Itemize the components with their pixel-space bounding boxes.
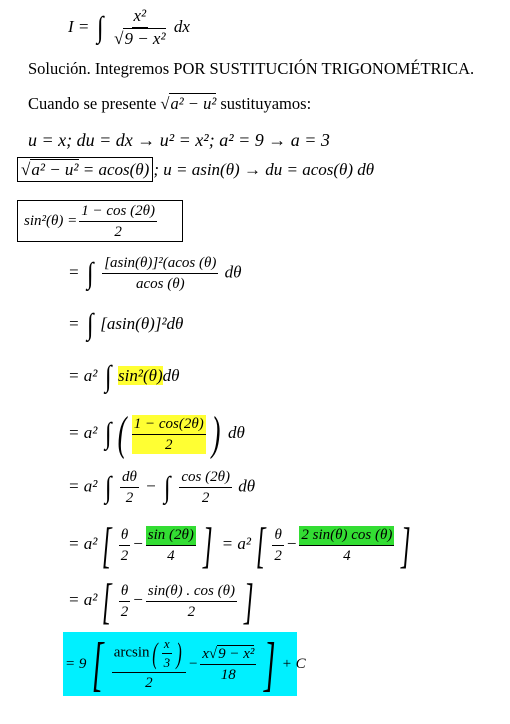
step3-highlight: sin²(θ) [118,365,163,385]
final-tail: + C [281,655,306,672]
step-4: = a² ∫ ( $\frac{1 - \cos(2\theta)}{2}$ ) dθ [68,407,245,460]
final-d2: 18 [220,666,236,683]
step1-eq: = [68,262,80,282]
when-line: Cuando se presente √a² − u² sustituyamos: [28,94,312,113]
step5-tail: dθ [238,476,256,496]
step-7: = a²[ $\frac{\theta}{2}$ − $\frac{\sin(\theta) . \cos (\theta)}{2}$ ] [68,573,254,629]
final-result: = 9 [ arcsin( $\frac{x}{3}$ ) 2 − $\frac{\text{x√9 − x²}}{18}$ ] + C [65,631,306,697]
when-tail: sustituyamos: [220,94,312,113]
integral-denominator: 9 − x² [124,29,166,49]
step-5: = a² ∫ $\frac{d\theta}{2}$ − ∫ $\frac{\cos (2\theta)}{2}$ dθ [68,469,256,506]
box1-tail: = acos(θ) [82,160,150,179]
final-lead: = 9 [65,655,87,672]
final-n2sqrt: 9 − x² [218,645,255,662]
final-xd: 3 [163,655,171,670]
step6-n4: 2 sin(θ) cos (θ) [299,526,394,546]
final-n2x: x [202,645,209,662]
identity-line [17,160,374,180]
step-1: = ∫ $\frac{\text{[asin(θ)]²(acos (θ)}}{acos (\theta)}$ dθ [68,255,242,292]
solution-text: Solución. Integremos POR SUSTITUCIÓN TRIGONOMÉTRICA. [28,59,475,78]
final-minus: − [188,655,199,672]
box2-den: 2 [114,223,122,240]
step6-minus: − [132,533,144,553]
step6-n1: θ [119,526,130,546]
step-3: = a² ∫ sin²(θ)dθ [68,360,180,393]
step5-d1: 2 [125,490,134,506]
step4-lead: = a² [68,422,98,442]
step-2: = ∫ [asin(θ)]²dθ [68,308,184,341]
step6-lead: = a² [68,533,98,553]
step6-d4: 4 [343,547,351,564]
integral-dx: dx [173,16,190,36]
step5-minus: − [145,476,157,496]
step3-lead: = a² [68,365,98,385]
step4-num: 1 − cos(2θ) [132,415,206,435]
step4-tail: dθ [228,422,245,442]
integral-lhs: I = [68,16,90,36]
step5-n1: dθ [120,468,139,488]
box2-num: 1 − cos (2θ) [79,202,157,222]
step6-d2: 4 [167,547,175,564]
step6-d3: 2 [274,547,282,564]
step1-num: [asin(θ)]²(acos (θ) [102,254,218,274]
box2-lhs: sin²(θ) = [24,212,78,229]
step2-body: [asin(θ)]²dθ [100,313,184,333]
box1-rest: ; u = asin(θ) → du = acos(θ) dθ [153,160,375,179]
step5-d2: 2 [201,490,210,506]
sin-square-box [17,200,183,242]
step1-tail: dθ [224,262,242,282]
subst-line: u = x; du = dx → u² = x²; a² = 9 → a = 3 [28,130,330,150]
step7-d2: 2 [187,603,196,620]
step7-minus: − [132,589,144,609]
step3-tail: dθ [162,365,180,385]
step7-n2: sin(θ) . cos (θ) [146,582,237,602]
integral-statement: I = ∫ $\frac{\text{x²}}{\text{√9 − x²}}$ dx [68,6,190,49]
step5-lead: = a² [68,476,98,496]
step6-n3: θ [272,526,283,546]
identity-box: √a² − u² = acos(θ) [17,157,153,182]
step5-n2: cos (2θ) [179,468,232,488]
final-xn: x [162,636,172,654]
step7-n1: θ [119,582,130,602]
step-6: = a²[ $\frac{\theta}{2}$ − $\frac{\sin (2\theta)}{4}$ ] = a²[ $\frac{\theta}{2}$ − $\frac{2 \sin(\theta) \cos (\theta)}{4}$ ] [68,517,411,573]
step6-n2: sin (2θ) [146,526,196,546]
integral-numerator: x² [132,6,149,28]
step6-mid: = a² [221,533,251,553]
step6-d1: 2 [120,547,129,564]
step7-lead: = a² [68,589,98,609]
when-text: Cuando se presente [28,94,157,113]
final-d1: 2 [145,674,153,691]
when-sqrt: a² − u² [170,94,217,113]
step7-d1: 2 [120,603,129,620]
step2-eq: = [68,313,80,333]
step4-den: 2 [165,436,173,453]
step1-den: acos (θ) [135,276,185,292]
final-arcsin: arcsin [113,644,150,661]
box1-sqrt: a² − u² [31,160,79,179]
